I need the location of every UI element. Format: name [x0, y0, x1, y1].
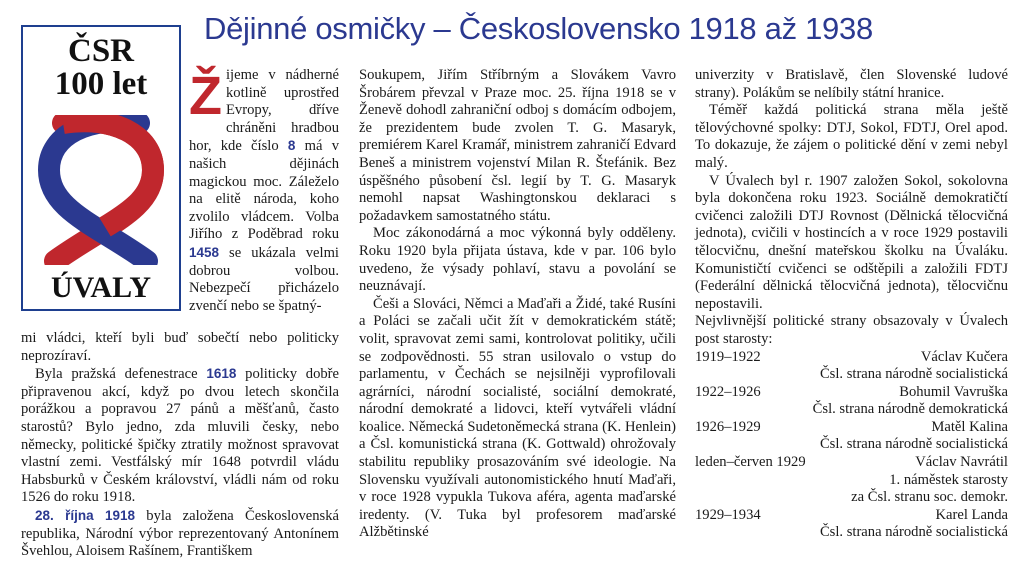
logo-line-uvaly: ÚVALY [50, 271, 152, 304]
intro-paragraph: Žijeme v nádherné kotlině uprostřed Evropy, dříve chráněni hradbou hor, kde číslo 8 má v našich dějinách magickou moc. Záleželo na elitě národa, koho zvolilo vládcem. Volba Jiřího z Poděbrad roku 1458 se ukázala velmi dobrou volbou. Nebezpečí přicházelo zvenčí nebo se špatný- [189, 66, 340, 314]
mayor-party: Čsl. strana národně socialistická [819, 366, 1008, 383]
mayor-name: Karel Landa [935, 506, 1008, 523]
paragraph: Byla pražská defenestrace 1618 politicky dobře připravenou akcí, když po dvou letech skončila porážkou a popravou 27 pánů a měšťanů, často starostů? Bylo jedno, zda mluvili česky, nebo německy, politické špičky ztratily možnost spravovat vlastní zemi. Vestfálský mír 1648 potvrdil vládu Habsburků v Českém království, vládli nám od roku 1526 do roku 1918. [21, 366, 340, 506]
paragraph: V Úvalech byl r. 1907 založen Sokol, sokolovna byla dokončena roku 1923. Sociálně demokratičtí cvičenci založili DTJ Rovnost (Dělnická tělocvičná jednota), cvičili v hostincích a v roce 1929 postavili tělocvičnu, dnešní mateřskou školku na Úvaláku. Komunističtí cvičenci se odštěpili a založili FDTJ (Federální dělnická tělocvičná jednota), tělocvičnu nepostavili. [695, 172, 1008, 312]
mayor-party: za Čsl. stranu soc. demokr. [851, 489, 1008, 506]
mayor-row [695, 349, 1008, 367]
column-3 [695, 67, 1008, 542]
mayor-years: 1922–1926 [695, 383, 761, 400]
mayor-row [695, 384, 1008, 402]
logo-line-csr: ČSR [67, 33, 135, 69]
mayor-years: 1929–1934 [695, 506, 761, 523]
article-title: Dějinné osmičky – Československo 1918 až 1938 [204, 11, 873, 46]
paragraph: Téměř každá politická strana měla ještě tělovýchovné spolky: DTJ, Sokol, FDTJ, Orel apod. To dokazuje, že zájem o politické dění v zemi nebyl malý. [695, 102, 1008, 171]
year-highlight: 1618 [206, 366, 237, 382]
date-highlight: 28. října 1918 [35, 507, 136, 523]
paragraph: 28. října 1918 byla založena Československá republika, Národní výbor reprezentovaný Antonínem Švehlou, Aloisem Rašínem, Františkem [21, 507, 340, 560]
paragraph: Nejvlivnější politické strany obsazovaly v Úvalech post starosty: [695, 313, 1008, 347]
mayor-role: 1. náměstek starosty [889, 471, 1008, 488]
logo-heading [23, 35, 179, 101]
mayor-row [695, 454, 1008, 472]
paragraph: Češi a Slováci, Němci a Maďaři a Židé, také Rusíni a Poláci se začali učit žít v demokratickém státě; volit, spravovat zemi sami, kontrolovat politiky, učili se zodpovědnosti. 55 stran usilovalo o vstup do parlamentu, v Čechách se nejsilněji vyprofilovali agrárníci, národní socialisté, sociální demokraté, národní demokraté a lidovci, kteří vytvářeli vládní koalice. Německá Sudetoněmecká strana (K. Henlein) a Čsl. komunistická strana (K. Gottwald) ohrožovaly stabilitu republiky prosazováním své ideologie. Na Slovensku využívali autonomistického hnutí Maďaři, v roce 1928 vypukla Tukova aféra, agenta maďarské iredenty. (V. Tuka byl profesorem maďarské Alžbětinské [359, 295, 676, 541]
logo-line-100-let: 100 let [54, 66, 148, 102]
year-highlight: 1458 [189, 244, 220, 260]
mayor-row [695, 507, 1008, 525]
mayor-list [695, 349, 1008, 543]
mayor-party: Čsl. strana národně socialistická [819, 524, 1008, 541]
mayor-years: 1926–1929 [695, 418, 761, 435]
column-2 [359, 67, 676, 542]
mayor-name: Bohumil Vavruška [899, 383, 1008, 400]
mayor-party: Čsl. strana národně demokratická [812, 401, 1008, 418]
mayor-years: 1919–1922 [695, 348, 761, 365]
column-1-bottom [21, 330, 339, 561]
mayor-years: leden–červen 1929 [695, 454, 806, 471]
paragraph: univerzity v Bratislavě, člen Slovenské ludové strany). Polákům se nelíbily státní hranice. [695, 67, 1008, 101]
logo-ribbon-icon [35, 115, 167, 265]
drop-cap: Ž [189, 66, 222, 126]
csr-100-logo [21, 25, 181, 311]
number-highlight: 8 [287, 138, 296, 154]
paragraph: Moc zákonodárná a moc výkonná byly odděleny. Roku 1920 byla přijata ústava, kde v par. 106 bylo uvedeno, že výsady pohlaví, stavu a povolání se neuznávají. [359, 225, 676, 295]
mayor-party: Čsl. strana národně socialistická [819, 436, 1008, 453]
mayor-name: Václav Navrátil [915, 454, 1008, 471]
paragraph: Soukupem, Jiřím Stříbrným a Slovákem Vavro Šrobárem převzal v Praze moc. 25. října 1918 se v Ženevě dohodl zahraniční odboj s domácím odbojem, že prezidentem bude zvolen T. G. Masaryk, premiérem Karel Kramář, ministrem zahraničí Edvard Beneš a ministrem vojenství Milan R. Štefánik. Bez úspěšného působení čsl. legií by T. G. Masaryk nemohl napsat Washingtonskou deklaraci s požadavkem samostatného státu. [359, 67, 676, 224]
mayor-name: Matěl Kalina [931, 418, 1008, 435]
column-1-top [189, 67, 339, 315]
mayor-row [695, 419, 1008, 437]
mayor-name: Václav Kučera [920, 348, 1008, 365]
paragraph: mi vládci, kteří byli buď sobečtí nebo politicky neprozíraví. [21, 330, 339, 364]
